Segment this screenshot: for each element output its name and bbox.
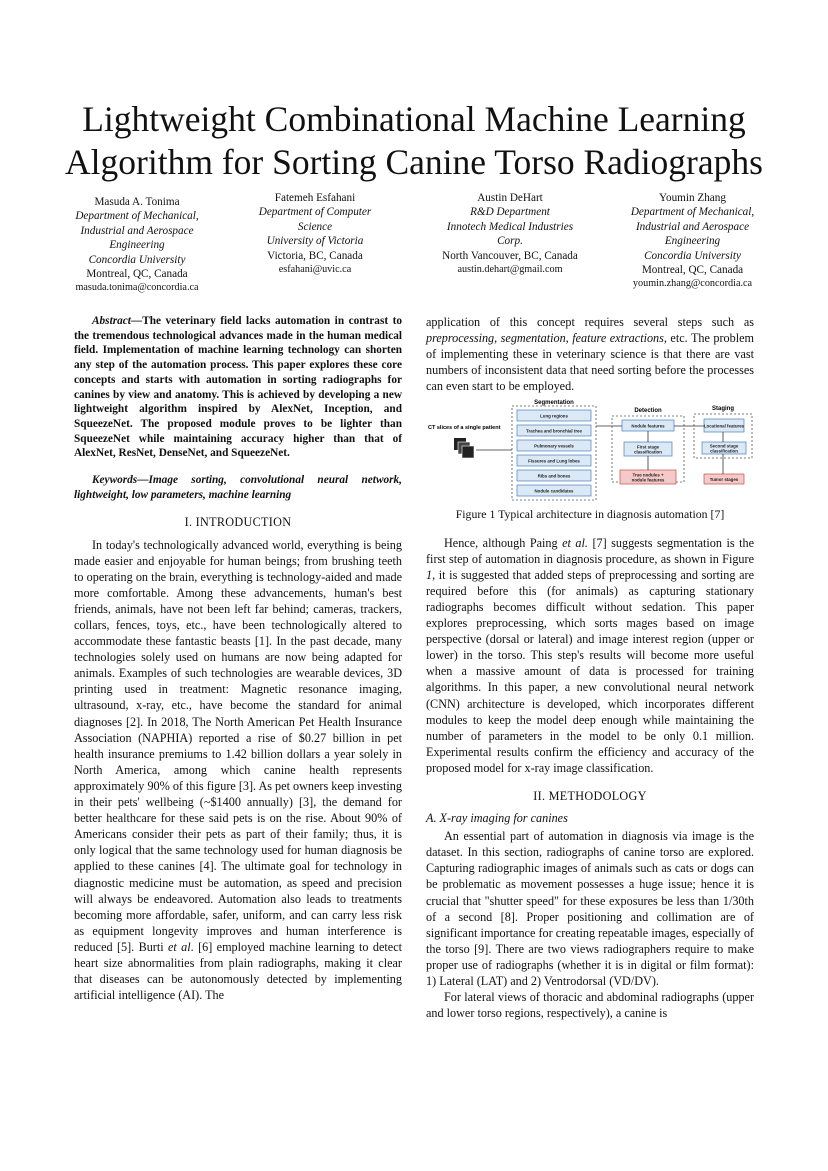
author-email[interactable]: youmin.zhang@concordia.ca (632, 278, 753, 290)
figure-1-diagram (426, 396, 754, 504)
author-email[interactable]: esfahani@uvic.ca (278, 264, 352, 276)
figure-1-caption: Figure 1 Typical architecture in diagnosis automation [7] (455, 507, 725, 522)
segmentation-title: Segmentation (534, 400, 574, 407)
seg-box-4 (517, 455, 591, 466)
author-location: Montreal, QC, Canada (641, 264, 744, 277)
intro-paragraph-2: Hence, although Paing et al. [7] suggests segmentation is the first step of automation in diagnosis procedure, as shown in Figure 1, it is suggested that added steps of preprocessing and sorting are required before this (for animals) as capturing stationary radiographs becomes difficult without sedation. This paper explores preprocessing, which sorts mages based on image perspective (dorsal or lateral) and image interest region (upper or lower) in the torso. This step's results will become more useful when a massive amount of data is processed for training algorithms. In this paper, a new convolutional neural network (CNN) architecture is developed, which incorporates different modules to keep the model deep enough while maintaining the number of parameters in the model to be only 0.1 million. Experimental results confirm the efficiency and accuracy of the proposed model for x-ray image classification. (426, 535, 754, 775)
subsection-heading-xray: A. X-ray imaging for canines (426, 811, 568, 826)
intro-paragraph-1: In today's technologically advanced world, everything is being made easier and enjoyable for human beings; from brushing teeth to operating on the brain, everything is technology-aided and made more comfortable. Among these advancements, human's best friends, animals, have not been left far behind; cameras, trackers, collars, fences, toys, etc., have been technologically altered to accommodate these fantastic beasts [1]. In the past decade, many technologies solely used on humans are now being adapted for animals. Examples of such technologies are wearable devices, 3D printing used in treatment: Magnetic resonance imaging, ultrasound, x-ray, etc., have become the standard for animal diagnoses [2]. In 2018, The North American Pet Health Insurance Association (NAPHIA) reported a rise of $0.27 billion in pet health insurance premiums to 1.42 billion dollars a year solely in North America, among which canine health represents approximately 90% of this figure [3]. As pet owners keep investing in their pets' wellbeing (~$1400 annually) [3], the demand for better healthcare for these said pets is on the rise. About 90% of Americans consider their pets as part of their family; thus, it is only logical that the same technology used for human diagnosis be applied to these canines [4]. The ultimate goal for technology in diagnostic medicine must be automation, as speed and precision will always be endeavored. Automation also leads to treatments becoming more affordable, safer, uniform, and can carry less risk as equipment longevity improves and human interference is reduced [5]. Burti et al. [6] employed machine learning to detect heart size abnormalities from plain radiographs, making it clear that diseases can be autonomously detected by implementing artificial intelligence (AI). The (74, 537, 402, 1003)
seg-box-4-label: Fissures and Lung lobes (528, 458, 580, 464)
author-block-4 (620, 191, 765, 292)
stg-box-tumor-stages-label: Tumor stages (709, 477, 739, 483)
paper-title (40, 98, 788, 184)
det-box-nodule-features (622, 420, 674, 431)
author-dept: R&D Department (470, 206, 550, 219)
author-block-1 (67, 195, 207, 296)
author-name: Youmin Zhang (659, 192, 726, 204)
abstract-label: Abstract— (92, 315, 143, 327)
author-univ: Innotech Medical Industries Corp. (446, 220, 574, 248)
det-box-first-stage-label: First stage (636, 444, 660, 450)
author-name: Austin DeHart (477, 192, 543, 204)
seg-box-6-label: Nodule candidates (534, 488, 574, 494)
stg-box-second-stage (702, 442, 746, 454)
ct-slices-label: CT slices of a single patient (428, 425, 501, 432)
det-box-first-stage (624, 442, 672, 456)
stg-box-second-stage-label: Second stage (709, 443, 739, 449)
det-box-true-nodules-label: True nodules + (632, 472, 664, 478)
det-box-first-stage-label: classification (634, 449, 662, 455)
seg-box-2 (517, 425, 591, 436)
seg-box-3 (517, 440, 591, 451)
detection-title: Detection (634, 408, 662, 415)
author-location: Victoria, BC, Canada (267, 249, 363, 262)
title-line-1: Lightweight Combinational Machine Learning (82, 99, 746, 139)
staging-boxes (702, 419, 746, 484)
stg-box-locational (704, 419, 745, 432)
abstract-text: The veterinary field lacks automation in contrast to the tremendous technological advances made in the human medical field. Implementation of machine learning technology can shorten any step of the automation process. This paper explores these core concepts and starts with automation in sorting radiographs for canines by view and anatomy. This is achieved by developing a new lightweight algorithm inspired by AlexNet, Inception, and SqueezeNet. The proposed module proves to be lighter than SqueezeNet while maintaining accuracy higher than that of AlexNet, ResNet, DenseNet, and SqueezeNet. (74, 315, 402, 460)
seg-box-6 (517, 485, 591, 496)
seg-box-5 (517, 470, 591, 481)
stg-box-locational-label: Locational features (703, 423, 745, 429)
stg-box-second-stage-label: classification (710, 448, 738, 454)
seg-box-2-label: Trachea and bronchial tree (526, 428, 582, 434)
section-heading-methodology: II. METHODOLOGY (533, 788, 647, 803)
keywords (74, 473, 402, 502)
keywords-text: Image sorting, convolutional neural network, lightweight, low parameters, machine learning (74, 474, 402, 501)
abstract (74, 314, 402, 461)
author-block-2 (250, 191, 380, 277)
ct-stack-icon (454, 438, 474, 458)
det-box-true-nodules-label: nodule features (631, 477, 665, 483)
detection-boxes (620, 420, 676, 484)
author-dept: Department of Computer Science (258, 206, 372, 233)
author-name: Fatemeh Esfahani (274, 192, 356, 204)
author-dept: Department of Mechanical, Industrial and Aerospace Engineering (630, 206, 755, 248)
author-univ: Concordia University (644, 249, 741, 262)
staging-title: Staging (712, 406, 734, 413)
author-univ: Concordia University (88, 253, 186, 266)
det-box-true-nodules (620, 470, 676, 484)
title-line-2: Algorithm for Sorting Canine Torso Radiographs (65, 142, 763, 182)
stg-box-tumor-stages (704, 474, 744, 484)
methodology-paragraph-2: For lateral views of thoracic and abdominal radiographs (upper and lower torso regions, respectively), a canine is (426, 990, 754, 1021)
methodology-paragraph-1: An essential part of automation in diagnosis via image is the dataset. In this section, radiographs of canine torso are explored. Capturing radiographic images of animals such as cats or dogs can be problematic as movement possesses a huge issue; hence it is crucial that "shutter speed" for these exposures be less than 1/30th of a second [8]. Proper positioning and collimation are of significant importance for creating repeatable images, especially of the torso [9]. There are two views radiographers require to make proper use of radiographs (whether it is in digital or film format): 1) Lateral (LAT) and 2) Ventrodorsal (VD/DV). (426, 829, 754, 988)
section-heading-introduction: I. INTRODUCTION (184, 515, 292, 530)
author-email[interactable]: masuda.tonima@concordia.ca (75, 282, 199, 294)
seg-box-5-label: Ribs and bones (537, 473, 571, 479)
left-column (74, 314, 402, 1003)
intro-paragraph-1-continued: application of this concept requires several steps such as preprocessing, segmentation, feature extractions, etc. The problem of implementing these in veterinary science is that there are vast numbers of inconsistent data that need sorting before the processes can even start to be employed. (426, 315, 754, 394)
seg-box-1 (517, 410, 591, 421)
det-box-nodule-features-label: Nodule features (631, 423, 665, 429)
author-location: North Vancouver, BC, Canada (442, 249, 578, 262)
author-location: Montreal, QC, Canada (86, 268, 188, 281)
author-name: Masuda A. Tonima (94, 196, 180, 208)
seg-box-1-label: Lung regions (540, 413, 568, 419)
author-univ: University of Victoria (266, 235, 364, 248)
author-dept: Department of Mechanical, Industrial and Aerospace Engineering (75, 210, 199, 252)
keywords-label: Keywords— (92, 474, 149, 487)
segmentation-boxes (517, 410, 591, 496)
seg-box-3-label: Pulmonary vessels (534, 443, 574, 449)
right-column (426, 314, 754, 1021)
author-email[interactable]: austin.dehart@gmail.com (457, 264, 563, 276)
author-block-3 (440, 191, 580, 277)
